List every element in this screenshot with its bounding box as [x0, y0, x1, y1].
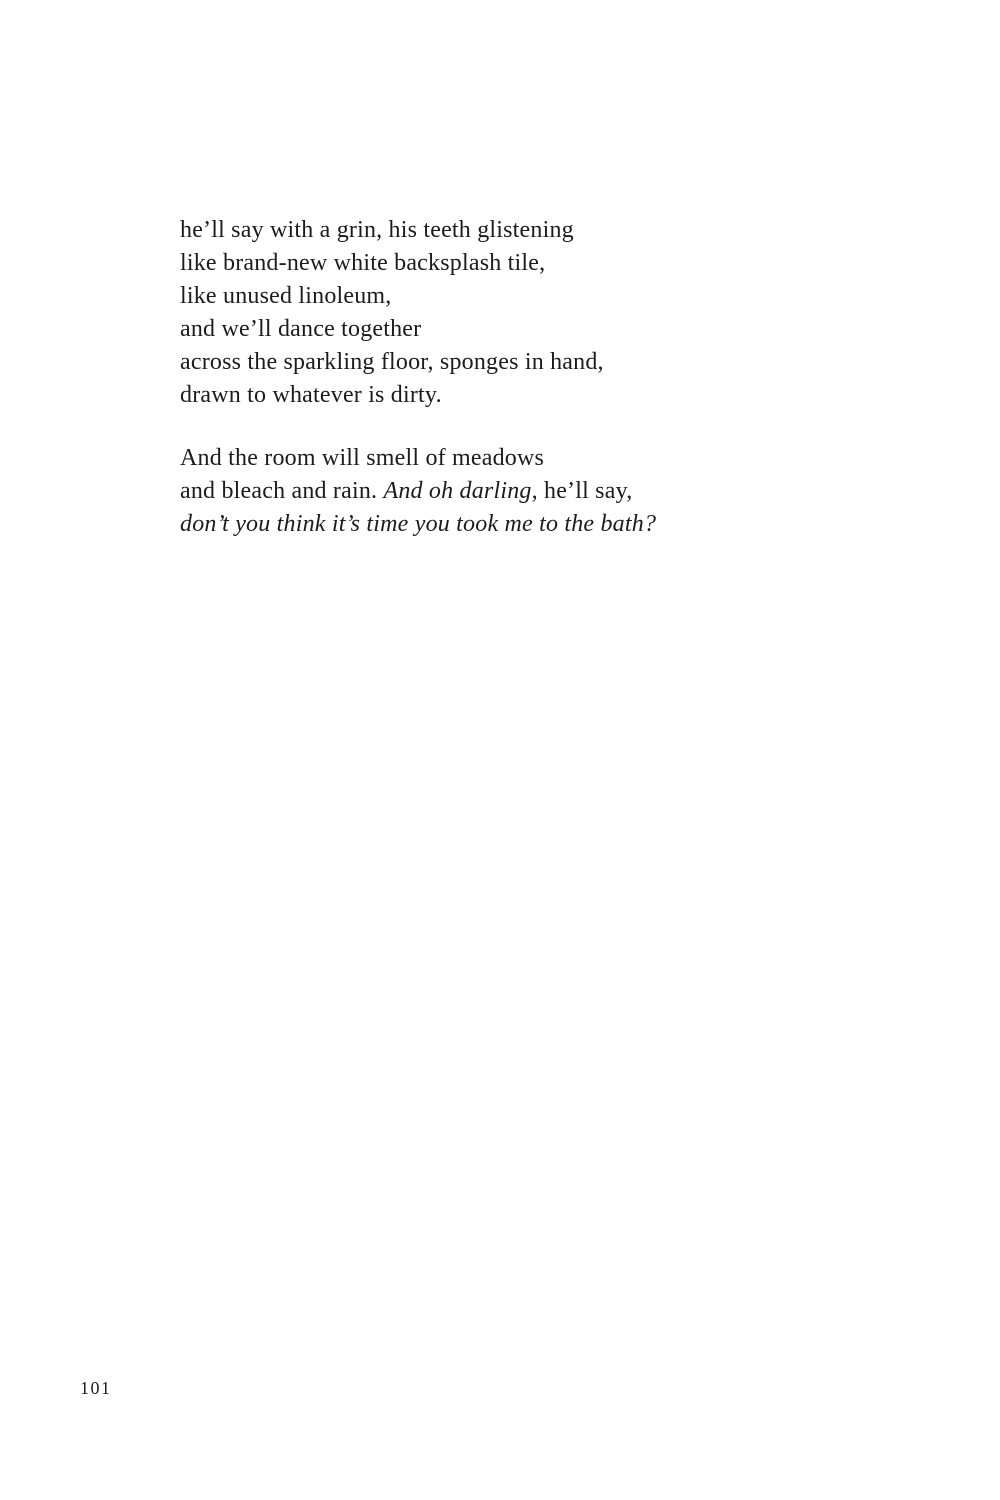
poem-text-block — [180, 214, 820, 541]
poem-stanza-2 — [180, 442, 820, 541]
poem-line — [180, 475, 820, 508]
poem-line: don’t you think it’s time you took me to the bath? — [180, 511, 657, 537]
poem-line-italic-segment: And oh darling, — [383, 478, 538, 504]
poem-line: across the sparkling floor, sponges in hand, — [180, 349, 604, 375]
page-number: 101 — [80, 1378, 112, 1398]
stanza-gap — [180, 412, 820, 442]
poem-line: like unused linoleum, — [180, 283, 392, 309]
poem-line: And the room will smell of meadows — [180, 445, 545, 471]
poem-stanza-1 — [180, 214, 820, 412]
poem-line-roman-segment: he’ll say, — [537, 478, 633, 504]
poem-line: and we’ll dance together — [180, 316, 422, 342]
poem-line: drawn to whatever is dirty. — [180, 382, 442, 408]
poem-line: he’ll say with a grin, his teeth glistening — [180, 217, 574, 243]
poem-line-roman-segment: and bleach and rain. — [180, 478, 384, 504]
poem-line: like brand-new white backsplash tile, — [180, 250, 546, 276]
